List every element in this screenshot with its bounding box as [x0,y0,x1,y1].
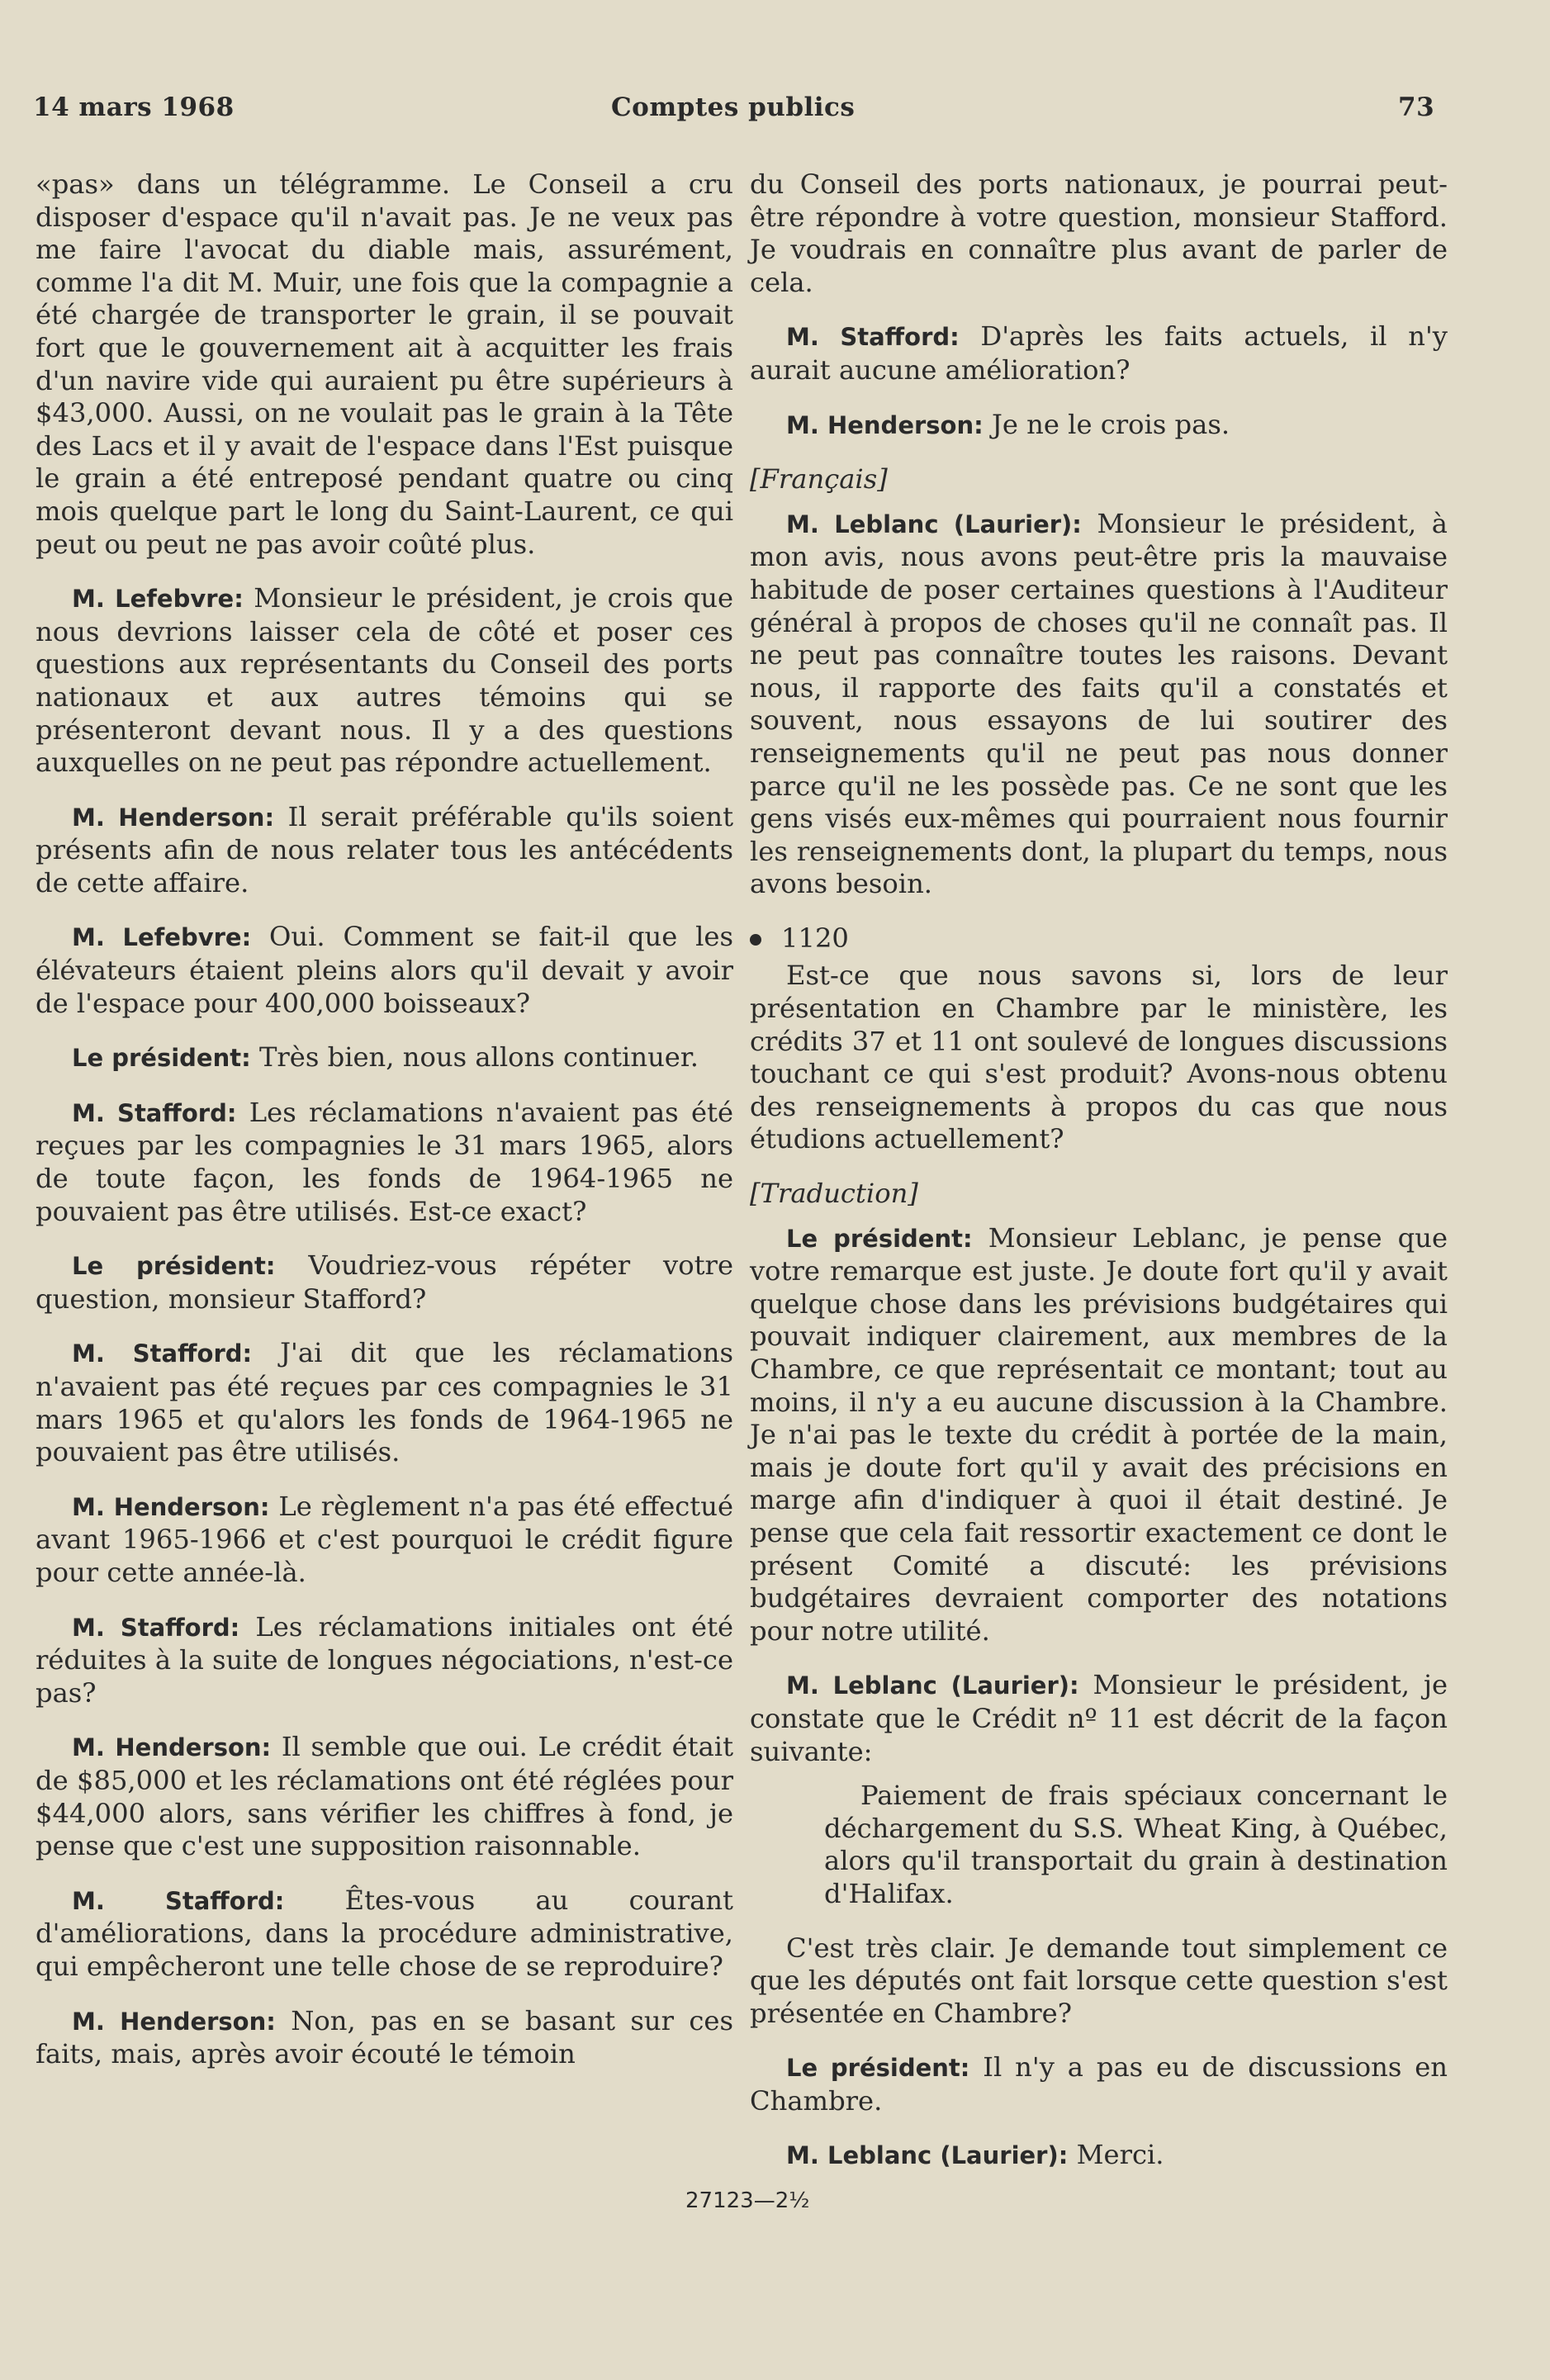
paragraph: M. Leblanc (Laurier): Monsieur le président, je constate que le Crédit nº 11 est décrit de la façon suivante: [750,1669,1448,1767]
paragraph: M. Stafford: Les réclamations n'avaient pas été reçues par les compagnies le 31 mars 1965, alors de toute façon, les fonds de 1964-1965 ne pouvaient pas être utilisés. Est-ce exact? [36,1096,733,1227]
paragraph: du Conseil des ports nationaux, je pourrai peut-être répondre à votre question, monsieur Stafford. Je voudrais en connaître plus avant de parler de cela. [750,168,1448,298]
paragraph: M. Lefebvre: Oui. Comment se fait-il que les élévateurs étaient pleins alors qu'il devait y avoir de l'espace pour 400,000 boisseaux? [36,921,733,1019]
speaker-name: Le président: [72,1252,276,1281]
speaker-name: M. Lefebvre: [72,585,244,614]
block-quote: Paiement de frais spéciaux concernant le déchargement du S.S. Wheat King, à Québec, alors qu'il transportait du grain à destination d'Halifax. [824,1780,1448,1909]
page-number: 73 [1398,92,1435,122]
paragraph: M. Stafford: Êtes-vous au courant d'améliorations, dans la procédure administrative, qui empêcheront une telle chose de se reproduire? [36,1884,733,1982]
paragraph: M. Henderson: Il semble que oui. Le crédit était de $85,000 et les réclamations ont été réglées pour $44,000 alors, sans vérifier les chiffres à fond, je pense que c'est une supposition raisonnable. [36,1731,734,1862]
paragraph: M. Lefebvre: Monsieur le président, je crois que nous devrions laisser cela de côté et poser ces questions aux représentants du Conseil des ports nationaux et aux autres témoins qui se présenteront devant nous. Il y a des questions auxquelles on ne peut pas répondre actuellement. [36,582,734,779]
header-title: Comptes publics [611,92,856,122]
paragraph: M. Leblanc (Laurier): Merci. [786,2139,1164,2171]
paragraph: Le président: Monsieur Leblanc, je pense que votre remarque est juste. Je doute fort qu'il y avait quelque chose dans les prévisions budgétaires qui pouvait indiquer clairement, aux membres de la Chambre, ce que représentait ce montant; tout au moins, il n'y a eu aucune discussion à la Chambre. Je n'ai pas le texte du crédit à portée de la main, mais je doute fort qu'il y avait des précisions en marge afin d'indiquer à quoi il était destiné. Je pense que cela fait ressortir exactement ce dont le présent Comité a discuté: les prévisions budgétaires devraient comporter des notations pour notre utilité. [750,1221,1448,1647]
speaker-name: M. Henderson: [72,1733,272,1762]
paragraph: M. Stafford: J'ai dit que les réclamations n'avaient pas été reçues par ces compagnies le 31 mars 1965 et qu'alors les fonds de 1964-1965 ne pouvaient pas être utilisés. [36,1337,733,1468]
time-marker: 1120 [750,922,1448,955]
paragraph: M. Stafford: Les réclamations initiales ont été réduites à la suite de longues négociations, n'est-ce pas? [36,1610,733,1709]
paragraph: «pas» dans un télégramme. Le Conseil a cru disposer d'espace qu'il n'avait pas. Je ne veux pas me faire l'avocat du diable mais, assurément, comme l'a dit M. Muir, une fois que la compagnie a été chargée de transporter le grain, il se pouvait fort que le gouvernement ait à acquitter les frais d'un navire vide qui auraient pu être supérieurs à $43,000. Aussi, on ne voulait pas le grain à la Tête des Lacs et il y avait de l'espace dans l'Est puisque le grain a été entreposé pendant quatre ou cinq mois quelque part le long du Saint-Laurent, ce qui peut ou peut ne pas avoir coûté plus. [36,168,733,560]
speaker-name: M. Henderson: [786,410,984,439]
left-column [36,168,733,2093]
speaker-name: M. Stafford: [72,1098,237,1127]
language-marker: [Traduction] [750,1178,918,1210]
speaker-name: Le président: [786,1224,973,1253]
paragraph: Est-ce que nous savons si, lors de leur présentation en Chambre par le ministère, les crédits 37 et 11 ont soulevé de longues discussions touchant ce qui s'est produit? Avons-nous obtenu des renseignements à propos du cas que nous étudions actuellement? [750,960,1448,1155]
paragraph: M. Henderson: Le règlement n'a pas été effectué avant 1965-1966 et c'est pourquoi le crédit figure pour cette année-là. [36,1490,733,1588]
page-header [0,92,1550,134]
paragraph: Le président: Il n'y a pas eu de discussions en Chambre. [750,2051,1448,2117]
speaker-name: Le président: [72,1044,251,1073]
paragraph: M. Henderson: Il serait préférable qu'ils soient présents afin de nous relater tous les antécédents de cette affaire. [36,800,734,898]
speaker-name: M. Stafford: [72,1339,253,1368]
speaker-name: M. Stafford: [72,1613,240,1642]
header-date: 14 mars 1968 [33,92,235,122]
speaker-name: M. Lefebvre: [72,923,252,952]
speaker-name: M. Henderson: [72,2007,276,2036]
speaker-name: M. Stafford: [72,1886,285,1915]
speaker-name: M. Henderson: [72,803,275,832]
language-marker: [Français] [750,463,888,495]
speaker-name: Le président: [786,2054,970,2083]
speaker-name: M. Stafford: [786,323,960,352]
speaker-name: M. Henderson: [72,1492,270,1521]
speaker-name: M. Leblanc (Laurier): [786,1671,1079,1700]
paragraph: Le président: Très bien, nous allons continuer. [72,1041,699,1074]
paragraph: C'est très clair. Je demande tout simplement ce que les députés ont fait lorsque cette question s'est présentée en Chambre? [750,1932,1448,2029]
footer-code: 27123—2½ [685,2188,810,2213]
paragraph: M. Henderson: Non, pas en se basant sur ces faits, mais, après avoir écouté le témoin [36,2004,734,2070]
paragraph: M. Henderson: Je ne le crois pas. [786,408,1230,440]
paragraph: Le président: Voudriez-vous répéter votre question, monsieur Stafford? [36,1249,733,1315]
paragraph: M. Stafford: D'après les faits actuels, il n'y aurait aucune amélioration? [750,320,1448,386]
paragraph: M. Leblanc (Laurier): Monsieur le président, à mon avis, nous avons peut-être pris la mauvaise habitude de poser certaines questions à l'Auditeur général à propos de choses qu'il ne connaît pas. Il ne peut pas connaître toutes les raisons. Devant nous, il rapporte des faits qu'il a constatés et souvent, nous essayons de lui soutirer des renseignements qu'il ne peut pas nous donner parce qu'il ne les possède pas. Ce ne sont que les gens visés eux-mêmes qui pourraient nous fournir les renseignements dont, la plupart du temps, nous avons besoin. [750,507,1448,900]
bullet-icon [750,934,761,946]
right-column [750,168,1448,2194]
speaker-name: M. Leblanc (Laurier): [786,510,1082,538]
speaker-name: M. Leblanc (Laurier): [786,2141,1069,2170]
